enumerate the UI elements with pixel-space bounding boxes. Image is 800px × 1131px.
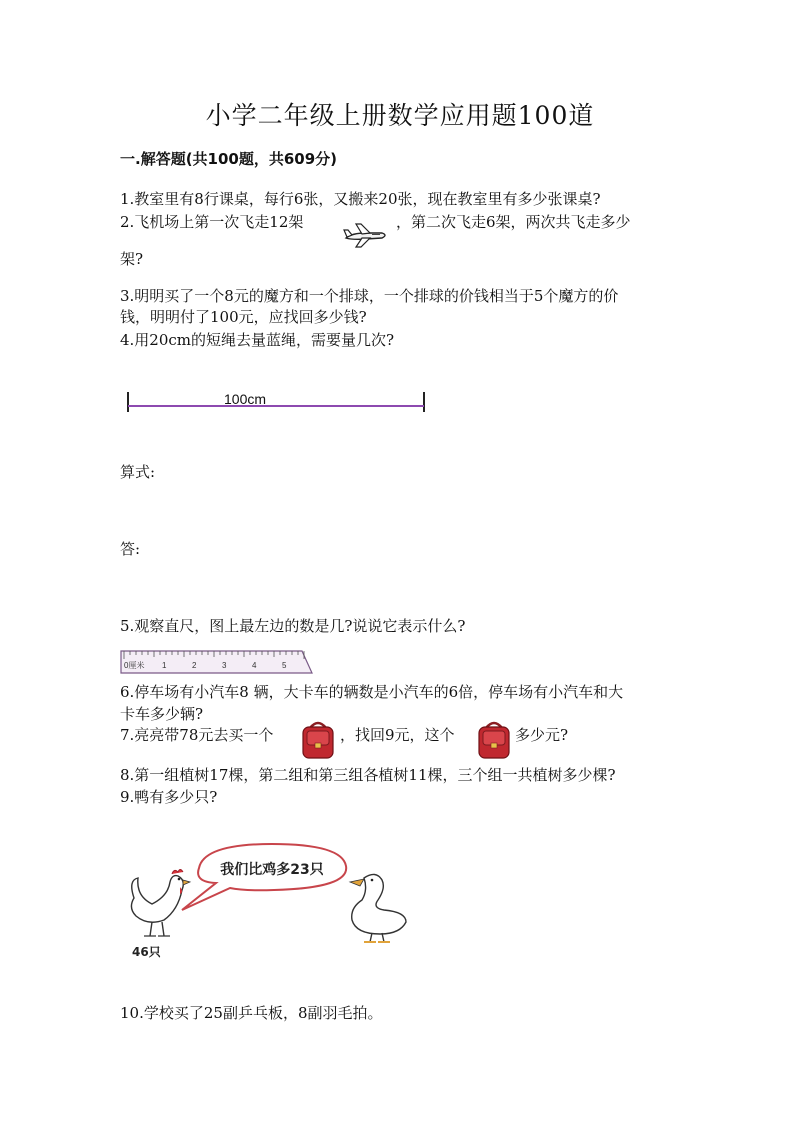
question-6-line-2: 卡车多少辆? [120, 705, 204, 723]
ruler-tick-4: 4 [252, 661, 257, 670]
formula-label: 算式: [120, 463, 156, 481]
question-3-line-2: 钱，明明付了100元，应找回多少钱? [120, 308, 367, 326]
question-7-part-c: 多少元? [515, 726, 569, 744]
chicken-icon [131, 870, 190, 937]
question-9: 9.鸭有多少只? [120, 788, 218, 806]
duck-chicken-illustration [124, 838, 414, 962]
answer-label: 答: [120, 540, 141, 558]
ruler-illustration [120, 649, 316, 675]
question-6-line-1: 6.停车场有小汽车8 辆，大卡车的辆数是小汽车的6倍，停车场有小汽车和大 [120, 683, 624, 701]
rope-length-label: 100cm [224, 391, 267, 407]
question-3-line-1: 3.明明买了一个8元的魔方和一个排球，一个排球的价钱相当于5个魔方的价 [120, 287, 619, 305]
schoolbag-icon [474, 718, 514, 760]
question-8: 8.第一组植树17棵，第二组和第三组各植树11棵，三个组一共植树多少棵? [120, 766, 616, 784]
question-2-part-a: 2.飞机场上第一次飞走12架 [120, 213, 304, 231]
question-2-part-b: ，第二次飞走6架，两次共飞走多少 [396, 213, 631, 231]
chicken-count-label: 46只 [132, 945, 161, 959]
rope-diagram [122, 386, 432, 416]
question-2-part-c: 架? [120, 250, 144, 268]
airplane-icon [342, 220, 390, 250]
question-10: 10.学校买了25副乒乓板，8副羽毛拍。 [120, 1004, 383, 1022]
speech-bubble-text: 我们比鸡多23只 [220, 862, 324, 878]
question-1: 1.教室里有8行课桌，每行6张，又搬来20张，现在教室里有多少张课桌? [120, 190, 601, 208]
ruler-zero-label: 0厘米 [124, 661, 145, 670]
schoolbag-icon [298, 718, 338, 760]
question-4: 4.用20cm的短绳去量蓝绳，需要量几次? [120, 331, 395, 349]
ruler-tick-2: 2 [192, 661, 197, 670]
question-5: 5.观察直尺，图上最左边的数是几?说说它表示什么? [120, 617, 466, 635]
section-heading: 一.解答题(共100题，共609分) [120, 150, 338, 168]
ruler-tick-3: 3 [222, 661, 227, 670]
page-title: 小学二年级上册数学应用题100道 [205, 101, 595, 130]
ruler-tick-5: 5 [282, 661, 287, 670]
duck-icon [350, 874, 406, 942]
question-7-part-a: 7.亮亮带78元去买一个 [120, 726, 274, 744]
ruler-tick-1: 1 [162, 661, 167, 670]
question-7-part-b: ，找回9元，这个 [340, 726, 455, 744]
